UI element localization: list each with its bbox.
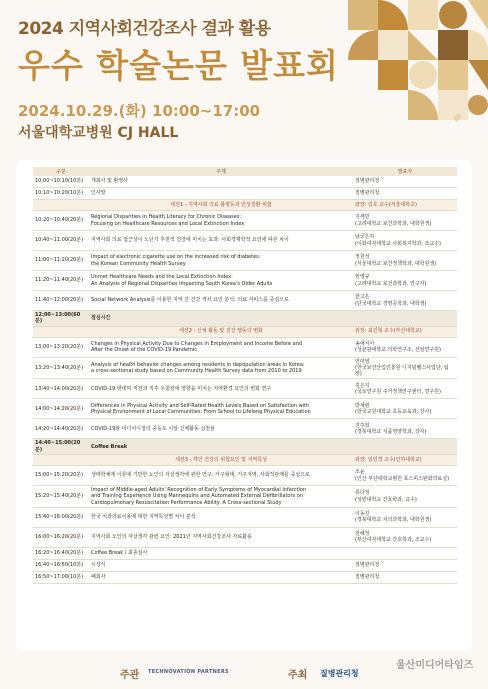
topic-cell: [89, 337, 353, 357]
topic-cell: [89, 271, 353, 291]
time-cell-text: 16:00~16:20(20분): [35, 534, 84, 541]
presenter-affiliation: (단국대학교 경영공학과, 대학생): [355, 300, 427, 307]
table-row: [33, 231, 457, 251]
session-row: [33, 455, 457, 466]
presenter-cell-text: 전혜정: [355, 531, 370, 538]
topic-cell-line2: An Analysis of Regional Disparities Impacting South Korea's Older Adults: [91, 280, 273, 287]
session-chair-text: 좌장: 임민경 교수(인하대학교): [355, 456, 422, 463]
topic-cell-text: Impact of Middle-aged Adults' Recognition of Early Symptoms of Myocardial Infarction: [91, 487, 307, 494]
time-cell-text: 13:40~14:00(20분): [35, 385, 84, 392]
topic-cell-text: Unmet Healthcare Needs and the Local Extinction Index:: [91, 274, 233, 281]
table-row: [33, 251, 457, 271]
topic-cell: [89, 419, 353, 439]
title-line1: 2024 지역사회건강조사 결과 활용: [18, 19, 271, 39]
topic-cell-text: Regional Disparities in Health Literacy for Chronic Diseases:: [91, 214, 242, 221]
time-cell-text: 14:00~14:20(20분): [35, 405, 84, 412]
topic-cell-line2: After the Onset of the COVID-19 Pandemic: [91, 347, 198, 354]
topic-cell: [89, 486, 353, 508]
presenter-cell-text: 정원석: [355, 254, 370, 261]
presenter-cell-text: 남궁은하: [355, 234, 375, 241]
presenter-cell-text: 질병관리청: [355, 190, 380, 197]
topic-cell: [89, 379, 353, 399]
topic-cell: [89, 231, 353, 251]
table-row: [33, 547, 457, 559]
session-spacer: [33, 455, 89, 466]
topic-cell-text: Social Network Analysis를 이용한 지역 간 건강 격차 요인 분석: 의료 서비스를 중심으로: [91, 297, 289, 304]
table-row: [33, 419, 457, 439]
column-header: 구분: [33, 167, 89, 176]
session-chair-text: 좌장: 김호 교수(서울대학교): [355, 201, 417, 208]
presenter-cell: [353, 559, 457, 571]
session-name-text: 세션2 - 신체 활동 및 건강 행동의 변화: [179, 328, 263, 335]
topic-cell: [89, 547, 353, 559]
presenter-affiliation: (서울대학교 보건정책학과, 대학원생): [355, 260, 437, 267]
table-row: [33, 507, 457, 527]
presenter-affiliation: (경북대학교 식품영양학과, 강사): [355, 428, 427, 435]
topic-cell-line2: Focusing on Healthcare Resources and Local Extinction Index: [91, 220, 245, 227]
presenter-cell: [353, 507, 457, 527]
topic-cell-text: Analysis of health behavior changes among residents in depopulation areas in Korea:: [91, 361, 305, 368]
time-cell-text: 14:20~14:40(20분): [35, 425, 84, 432]
time-cell: [33, 311, 89, 327]
watermark: 울산미디어타임즈: [396, 660, 474, 671]
topic-cell-line2: a cross-sectional study based on Community Health Survey data from 2010 to 2019: [91, 368, 302, 375]
time-cell: [33, 486, 89, 508]
presenter-affiliation: (인산 부산대학교병원 호스피스완화의료실): [355, 475, 450, 482]
time-cell-text: 11:40~12:00(20분): [35, 297, 84, 304]
table-row: [33, 439, 457, 455]
presenter-cell: [353, 188, 457, 200]
presenter-affiliation: (이화여자대학교 사회복지학과, 조교수): [355, 240, 441, 247]
topic-cell-text: Coffee Break / 최종심사: [91, 550, 148, 557]
presenter-cell-text: 질병관리청: [355, 574, 380, 581]
event-venue: 서울대학교병원 CJ HALL: [18, 125, 179, 141]
topic-cell-text: 폐회사: [91, 574, 106, 581]
host-label: 주관: [120, 670, 140, 681]
topic-cell-line2: Physical Environment of Local Communities: From School to Lifelong Physical Education: [91, 408, 311, 415]
session-spacer: [33, 200, 89, 211]
table-row: [33, 571, 457, 583]
time-cell: [33, 271, 89, 291]
session-name-text: 세션1 - 지역사회 의료 불평등과 만성질환 위험: [170, 201, 272, 208]
topic-cell-text: 지역사회 의료 접근성이 노년기 후천적 건강에 미치는 효과: 사회경제학적 요인에 따른 차이: [91, 237, 289, 244]
presenter-cell: [353, 547, 457, 559]
presenter-cell-text: 진주희: [355, 422, 370, 429]
topic-cell: [89, 571, 353, 583]
time-cell: [33, 231, 89, 251]
topic-cell: [89, 399, 353, 419]
topic-cell-text: Coffee Break: [91, 443, 128, 450]
presenter-cell: [353, 379, 457, 399]
presenter-cell: [353, 419, 457, 439]
presenter-cell-text: 한고은: [355, 294, 370, 301]
topic-cell-line2: and Training Experience Using Mannequins and Automated External Defibrillators on: [91, 493, 303, 500]
presenter-affiliation: (한국교원대학교 초등교육과, 강사): [355, 408, 432, 415]
presenter-cell: [353, 486, 457, 508]
table-row: [33, 188, 457, 200]
presenter-cell-text: 조윤: [355, 469, 365, 476]
time-cell: [33, 337, 89, 357]
topic-cell: [89, 527, 353, 547]
presenter-cell: [353, 527, 457, 547]
time-cell: [33, 211, 89, 231]
table-header-row: [33, 167, 457, 176]
presenter-cell-text: 박세현: [355, 402, 370, 409]
column-header: 주제: [89, 167, 353, 176]
table-row: [33, 399, 457, 419]
table-row: [33, 311, 457, 327]
table-row: [33, 337, 457, 357]
time-cell-text: 10:40~11:00(20분): [35, 237, 84, 244]
time-cell-text: 16:20~16:40(20분): [35, 550, 84, 557]
topic-cell-text: 개회사 및 환영사: [91, 178, 128, 185]
column-header: 발표자: [353, 167, 457, 176]
presenter-affiliation: (한국보건산업진흥원 디지털헬스사업단, 팀장): [355, 364, 449, 378]
session-row: [33, 200, 457, 211]
table-row: [33, 176, 457, 188]
topic-cell-text: 시상식: [91, 562, 106, 569]
presenter-cell: [353, 337, 457, 357]
time-cell-text: 13:00~13:20(20분): [35, 343, 84, 350]
time-cell: [33, 357, 89, 379]
session-row: [33, 326, 457, 337]
schedule-body: [33, 176, 457, 583]
time-cell: [33, 176, 89, 188]
time-cell: [33, 379, 89, 399]
table-row: [33, 466, 457, 486]
table-row: [33, 379, 457, 399]
topic-cell-text: Changes in Physical Activity Due to Changes in Employment and Income Before and: [91, 340, 303, 347]
time-cell: [33, 439, 89, 455]
topic-cell-line2: the Korean Community Health Survey: [91, 260, 186, 267]
time-cell-text: 10:00~10:10(10분): [35, 178, 84, 185]
session-chair: [353, 326, 457, 337]
presenter-cell: [353, 291, 457, 311]
session-name: [89, 200, 353, 211]
table-row: [33, 357, 457, 379]
time-cell: [33, 559, 89, 571]
table-row: [33, 211, 457, 231]
presenter-affiliation: (고려대학교 보건과학과, 연구자): [355, 280, 427, 287]
time-cell-text: 16:50~17:00(10분): [35, 574, 84, 581]
presenter-cell: [353, 271, 457, 291]
presenter-cell-text: 이동진: [355, 511, 370, 518]
presenter-cell-text: 류다정: [355, 490, 370, 497]
session-name-text: 세션3 - 개인 건강의 위험요인 및 지역특성: [175, 456, 267, 463]
topic-cell-text: 점심시간: [91, 315, 111, 322]
presenter-cell-text: 지세민: [355, 214, 370, 221]
event-date: 2024.10.29.(화) 10:00~17:00: [18, 102, 261, 120]
time-cell-text: 10:10~10:20(10분): [35, 190, 84, 197]
topic-cell-text: COVID-19와 미디어시청의 중등도 이상 신체활동 실천율: [91, 425, 215, 432]
presenter-cell-text: 질병관리청: [355, 562, 380, 569]
presenter-cell: [353, 466, 457, 486]
presenter-affiliation: (부산여자대학교 간호학과, 조교수): [355, 537, 432, 544]
table-row: [33, 559, 457, 571]
time-cell: [33, 419, 89, 439]
presenter-affiliation: (고려대학교 보건과학과, 대학원생): [355, 220, 432, 227]
session-name: [89, 455, 353, 466]
presenter-affiliation: (경북대학교 치의과학과, 대학원생): [355, 517, 432, 524]
topic-cell-text: 생태학체계 이론에 기반한 노인의 자살생각에 관한 연구: 가구형태, 거주지역, 사회적관계를 중심으로: [91, 472, 310, 479]
topic-cell: [89, 251, 353, 271]
presenter-cell: [353, 357, 457, 379]
schedule-table: [33, 167, 457, 584]
time-cell-text: 14:40~15:00(20분): [35, 440, 81, 453]
time-cell-text: 16:40~16:50(10분): [35, 562, 84, 569]
presenter-cell-text: 김은지: [355, 382, 370, 389]
host-org-logo: TECHNOVATION PARTNERS: [148, 669, 229, 675]
topic-cell: [89, 357, 353, 379]
presenter-cell: [353, 251, 457, 271]
presenter-cell: [353, 231, 457, 251]
time-cell-text: 15:40~16:00(20분): [35, 514, 84, 521]
time-cell-text: 13:20~13:40(20분): [35, 364, 84, 371]
topic-cell: [89, 311, 353, 327]
time-cell: [33, 507, 89, 527]
time-cell-text: 15:20~15:40(20분): [35, 493, 84, 500]
presenter-cell-text: 송예지아: [355, 340, 375, 347]
presenter-cell-text: 권영규: [355, 274, 370, 281]
presenter-affiliation: (성빈대학교 간호학과, 교수): [355, 496, 417, 503]
time-cell: [33, 547, 89, 559]
session-spacer: [33, 326, 89, 337]
time-cell-text: 11:00~11:20(20분): [35, 257, 84, 264]
topic-cell: [89, 559, 353, 571]
topic-cell: [89, 188, 353, 200]
presenter-cell: [353, 211, 457, 231]
time-cell-text: 11:20~11:40(20분): [35, 277, 84, 284]
topic-cell: [89, 211, 353, 231]
time-cell-text: 10:20~10:40(20분): [35, 217, 84, 224]
session-chair: [353, 200, 457, 211]
presenter-cell: [353, 439, 457, 455]
table-row: [33, 291, 457, 311]
presenter-cell: [353, 176, 457, 188]
session-chair: [353, 455, 457, 466]
topic-cell-line3: Cardiopulmonary Resuscitation Performance Ability: A Cross-sectional Study: [91, 499, 282, 506]
topic-cell: [89, 507, 353, 527]
presenter-cell: [353, 311, 457, 327]
time-cell-text: 12:00~13:00(60분): [35, 312, 81, 325]
topic-cell-text: 지역사회 노인의 자살생각 관련 요인: 2021년 지역사회건강조사 자료활용: [91, 534, 252, 541]
time-cell-text: 15:00~15:20(20분): [35, 472, 84, 479]
presenter-affiliation: (성균관대학교 의학연구소, 선임연구원): [355, 347, 441, 354]
presenter-cell-text: 연미영: [355, 358, 370, 365]
topic-cell: [89, 291, 353, 311]
title-line2: 우수 학술논문 발표회: [18, 46, 339, 85]
topic-cell: [89, 439, 353, 455]
decorative-pattern-icon: [313, 0, 488, 150]
topic-cell: [89, 466, 353, 486]
time-cell: [33, 571, 89, 583]
presenter-cell: [353, 399, 457, 419]
presenter-cell: [353, 571, 457, 583]
session-name: [89, 326, 353, 337]
time-cell: [33, 399, 89, 419]
organizer-label: 주최: [288, 670, 308, 681]
topic-cell-text: 한국 치과의료이용에 대한 지역특성별 차이 분석: [91, 514, 196, 521]
session-chair-text: 좌장: 최진혁 교수(부산대학교): [355, 328, 422, 335]
time-cell: [33, 527, 89, 547]
table-row: [33, 271, 457, 291]
time-cell: [33, 251, 89, 271]
time-cell: [33, 291, 89, 311]
presenter-affiliation: (국토연구원 주거정책연구센터, 연구원): [355, 388, 441, 395]
time-cell: [33, 188, 89, 200]
presenter-cell-text: 질병관리청: [355, 178, 380, 185]
topic-cell-text: Impact of electronic cigarette use on the increased risk of diabetes:: [91, 254, 261, 261]
organizer-logo: 질병관리청: [320, 669, 359, 678]
table-row: [33, 486, 457, 508]
topic-cell-text: Differences in Physical Activity and Self-Rated Health Levels Based on Satisfaction with: [91, 402, 310, 409]
topic-cell-text: 인사말: [91, 190, 106, 197]
table-row: [33, 527, 457, 547]
topic-cell-text: COVID-19 팬데믹 직전과 직후 우울감에 영향을 미치는 지역환경 요인의 변화 연구: [91, 385, 272, 392]
header: [0, 0, 488, 150]
topic-cell: [89, 176, 353, 188]
time-cell: [33, 466, 89, 486]
